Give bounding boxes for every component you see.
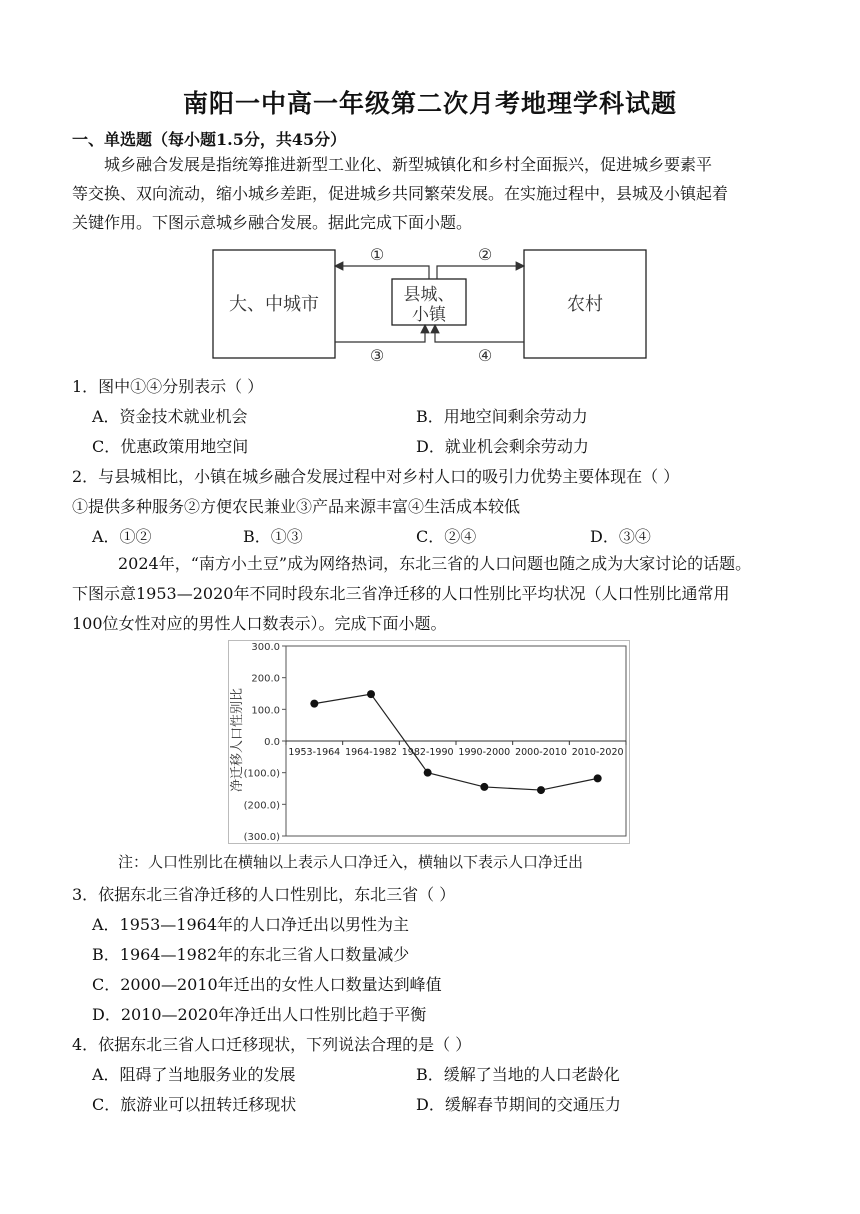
arrow-label-3: ③ — [369, 346, 385, 365]
arrow-label-2: ② — [477, 245, 493, 264]
q1-option-a[interactable]: A．资金技术就业机会 — [92, 407, 248, 426]
q2-option-b[interactable]: B．①③ — [243, 527, 303, 546]
q1-option-c[interactable]: C．优惠政策用地空间 — [92, 437, 249, 456]
page-title: 南阳一中高一年级第二次月考地理学科试题 — [182, 89, 677, 118]
arrow-label-1: ① — [369, 245, 385, 264]
passage1-line1: 城乡融合发展是指统筹推进新型工业化、新型城镇化和乡村全面振兴，促进城乡要素平 — [104, 155, 713, 174]
y-tick-label: (300.0) — [243, 832, 280, 843]
x-tick-label: 1990-2000 — [458, 747, 511, 758]
passage1-line2: 等交换、双向流动，缩小城乡差距，促进城乡共同繁荣发展。在实施过程中，县城及小镇起着 — [72, 184, 729, 203]
data-point — [594, 774, 602, 782]
x-tick-label: 2000-2010 — [515, 747, 567, 758]
urban-rural-diagram — [205, 244, 655, 368]
data-point — [310, 700, 318, 708]
q3-option-b[interactable]: B．1964—1982年的东北三省人口数量减少 — [92, 945, 410, 964]
q1-stem: 1．图中①④分别表示（ ） — [72, 377, 264, 396]
passage1-line3: 关键作用。下图示意城乡融合发展。据此完成下面小题。 — [72, 213, 473, 232]
q4-option-d[interactable]: D．缓解春节期间的交通压力 — [416, 1095, 621, 1114]
q2-option-a[interactable]: A．①② — [92, 527, 152, 546]
q4-option-a[interactable]: A．阻碍了当地服务业的发展 — [92, 1065, 296, 1084]
q2-stem: 2．与县城相比，小镇在城乡融合发展过程中对乡村人口的吸引力优势主要体现在（ ） — [72, 467, 680, 486]
q4-option-b[interactable]: B．缓解了当地的人口老龄化 — [416, 1065, 620, 1084]
town-label-2: 小镇 — [412, 305, 446, 325]
arrow-label-4: ④ — [477, 346, 493, 365]
q3-option-c[interactable]: C．2000—2010年迁出的女性人口数量达到峰值 — [92, 975, 442, 994]
city-label: 大、中城市 — [229, 294, 319, 315]
chart-note: 注：人口性别比在横轴以上表示人口净迁入，横轴以下表示人口净迁出 — [118, 853, 584, 871]
x-tick-label: 1953-1964 — [288, 747, 341, 758]
q4-stem: 4．依据东北三省人口迁移现状，下列说法合理的是（ ） — [72, 1035, 472, 1054]
y-axis-label: 净迁移人口性别比 — [230, 687, 245, 793]
arrow-1 — [335, 266, 429, 279]
y-tick-label: 300.0 — [251, 642, 280, 653]
passage2-line3: 100位女性对应的男性人口数表示）。完成下面小题。 — [72, 614, 447, 633]
y-tick-label: (200.0) — [243, 800, 280, 812]
q2-option-c[interactable]: C．②④ — [416, 527, 477, 546]
section-heading: 一、单选题（每小题1.5分，共45分） — [72, 130, 347, 149]
arrow-2 — [437, 266, 524, 279]
y-tick-label: (100.0) — [243, 768, 280, 780]
q4-option-c[interactable]: C．旅游业可以扭转迁移现状 — [92, 1095, 297, 1114]
passage2-line1: 2024年，“南方小土豆”成为网络热词，东北三省的人口问题也随之成为大家讨论的话题。 — [118, 554, 752, 573]
sex-ratio-chart — [228, 640, 630, 844]
y-tick-label: 0.0 — [264, 737, 280, 748]
q2-option-d[interactable]: D．③④ — [590, 527, 651, 546]
q1-option-d[interactable]: D．就业机会剩余劳动力 — [416, 437, 589, 456]
y-tick-label: 200.0 — [251, 673, 280, 685]
village-label: 农村 — [567, 294, 603, 315]
x-tick-label: 1982-1990 — [401, 747, 454, 758]
data-point — [537, 786, 545, 794]
q3-option-a[interactable]: A．1953—1964年的人口净迁出以男性为主 — [92, 915, 409, 934]
q2-items: ①提供多种服务②方便农民兼业③产品来源丰富④生活成本较低 — [72, 497, 521, 516]
x-tick-label: 2010-2020 — [571, 747, 624, 758]
arrow-4 — [435, 325, 524, 342]
q3-stem: 3．依据东北三省净迁移的人口性别比，东北三省（ ） — [72, 885, 456, 904]
data-point — [367, 690, 375, 698]
arrow-3 — [335, 325, 425, 342]
passage2-line2: 下图示意1953—2020年不同时段东北三省净迁移的人口性别比平均状况（人口性别比通常用 — [72, 584, 730, 603]
q1-option-b[interactable]: B．用地空间剩余劳动力 — [416, 407, 588, 426]
q3-option-d[interactable]: D．2010—2020年净迁出人口性别比趋于平衡 — [92, 1005, 427, 1024]
y-tick-label: 100.0 — [251, 705, 280, 717]
x-tick-label: 1964-1982 — [345, 747, 397, 758]
data-point — [424, 769, 432, 777]
data-point — [480, 783, 488, 791]
town-label-1: 县城、 — [403, 285, 455, 305]
